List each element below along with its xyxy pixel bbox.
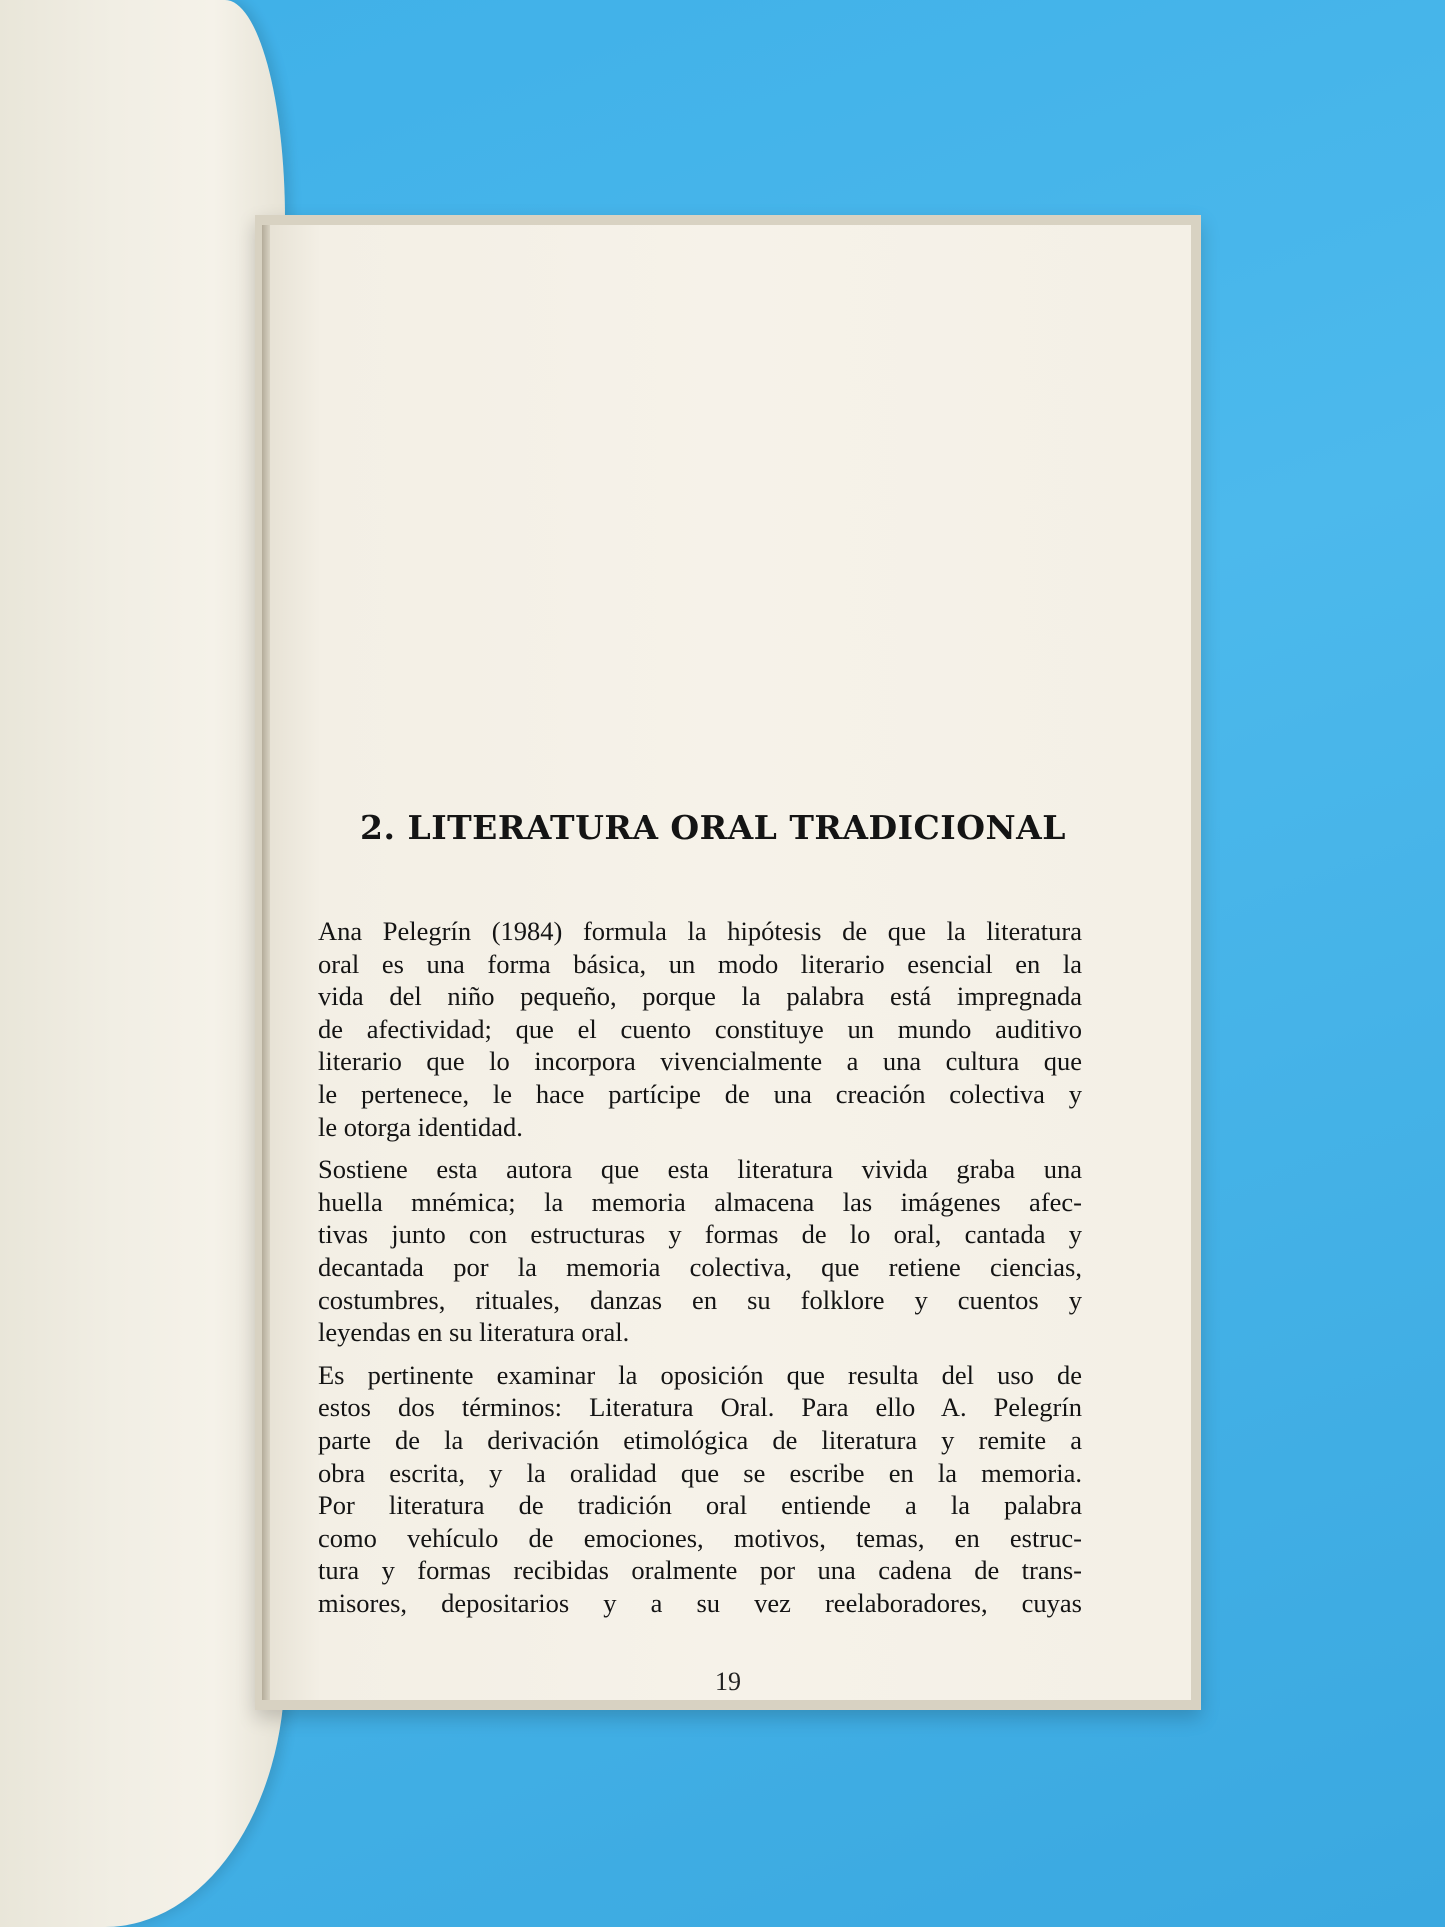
page-gutter — [262, 225, 270, 1700]
text-line: Sostiene esta autora que esta literatura vivida graba una — [318, 1154, 1082, 1185]
text-line: le pertenece, le hace partícipe de una creación colectiva y — [318, 1078, 1082, 1109]
text-line: literario que lo incorpora vivencialmente a una cultura que — [318, 1046, 1082, 1077]
text-line: decantada por la memoria colectiva, que retiene ciencias, — [318, 1251, 1082, 1282]
text-line: tura y formas recibidas oralmente por una cadena de trans- — [318, 1555, 1082, 1586]
text-line: Por literatura de tradición oral entiende a la palabra — [318, 1490, 1082, 1521]
left-page — [0, 0, 285, 1927]
text-line: Ana Pelegrín (1984) formula la hipótesis de que la literatura — [318, 916, 1082, 946]
text-line: Es pertinente examinar la oposición que resulta del uso de — [318, 1359, 1082, 1390]
text-line: le otorga identidad. — [318, 1111, 523, 1142]
text-line: huella mnémica; la memoria almacena las imágenes afec- — [318, 1186, 1082, 1217]
text-line: como vehículo de emociones, motivos, temas, en estruc- — [318, 1522, 1082, 1553]
text-line: oral es una forma básica, un modo literario esencial en la — [318, 948, 1082, 979]
text-line: estos dos términos: Literatura Oral. Para ello A. Pelegrín — [318, 1392, 1082, 1423]
text-line: tivas junto con estructuras y formas de lo oral, cantada y — [318, 1219, 1082, 1250]
paragraph-2 — [318, 1153, 1082, 1349]
left-page-faded-text — [0, 175, 260, 184]
text-line: leyendas en su literatura oral. — [318, 1317, 630, 1348]
section-heading: 2. LITERATURA ORAL TRADICIONAL — [360, 808, 1066, 847]
text-line: obra escrita, y la oralidad que se escribe en la memoria. — [318, 1457, 1082, 1488]
text-line: parte de la derivación etimológica de literatura y remite a — [318, 1424, 1082, 1455]
text-line: costumbres, rituales, danzas en su folklore y cuentos y — [318, 1284, 1082, 1315]
text-line: de afectividad; que el cuento constituye un mundo auditivo — [318, 1013, 1082, 1044]
paragraph-3 — [318, 1359, 1082, 1620]
page-number: 19 — [715, 1667, 741, 1696]
text-line: vida del niño pequeño, porque la palabra está impregnada — [318, 981, 1082, 1012]
paragraph-1 — [318, 915, 1082, 1143]
text-line: misores, depositarios y a su vez reelaboradores, cuyas — [318, 1587, 1082, 1618]
page-content — [318, 808, 1082, 1629]
